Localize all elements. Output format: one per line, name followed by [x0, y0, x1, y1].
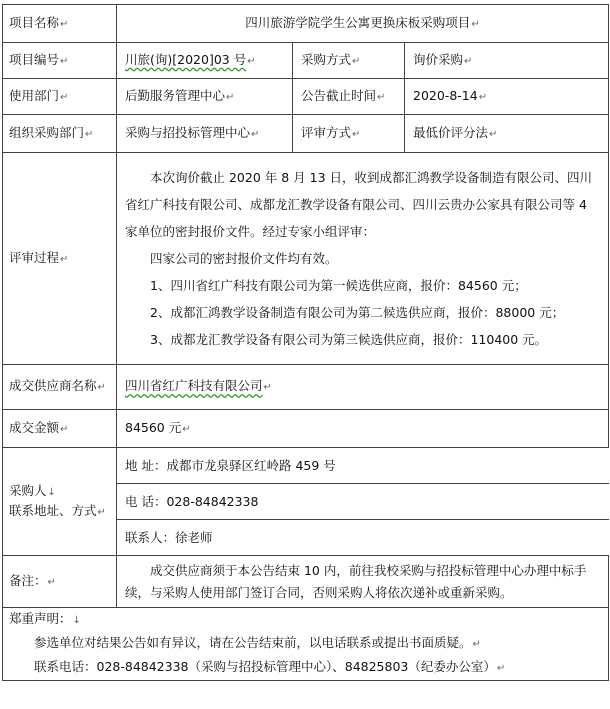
row-remark — [3, 556, 609, 608]
notice-title: 郑重声明：↓ — [9, 611, 81, 626]
deadline-label: 公告截止时间↵ — [293, 79, 405, 115]
method-value: 询价采购↵ — [405, 43, 609, 79]
row-amount — [3, 410, 609, 448]
remark-text: 成交供应商须于本公告结束 10 内，前往我校采购与招投标管理中心办理中标手续，与采购人使用部门签订合同，否则采购人将依次递补或重新采购。 — [117, 556, 609, 608]
review-method-value: 最低价评分法↵ — [405, 115, 609, 153]
notice-line1: 参选单位对结果公告如有异议，请在公告结束前，以电话联系或提出书面质疑。↵ — [34, 635, 481, 650]
supplier-value: 四川省红广科技有限公司↵ — [117, 365, 609, 410]
deadline-value: 2020-8-14↵ — [405, 79, 609, 115]
review-item-2: 2、成都汇鸿教学设备制造有限公司为第二候选供应商，报价：88000 元； — [150, 305, 565, 320]
review-process-label: 评审过程↵ — [3, 153, 117, 365]
review-intro: 本次询价截止 2020 年 8 月 13 日，收到成都汇鸿教学设备制造有限公司、四川省红广科技有限公司、成都龙汇教学设备有限公司、四川云贵办公家具有限公司等 4 家单位的密封报价文件。经过专家小组评审： — [125, 170, 593, 239]
method-label: 采购方式↵ — [293, 43, 405, 79]
notice-line2: 联系电话：028-84842338（采购与招投标管理中心）、84825803（纪委办公室）↵ — [34, 659, 506, 674]
review-item-1: 1、四川省红广科技有限公司为第一候选供应商，报价：84560 元； — [150, 278, 527, 293]
amount-label: 成交金额↵ — [3, 410, 117, 448]
review-valid: 四家公司的密封报价文件均有效。 — [150, 251, 338, 266]
contact-address: 地 址：成都市龙泉驿区红岭路 459 号 — [117, 448, 609, 484]
contact-label-line1: 采购人↓ — [9, 482, 56, 498]
row-project-no — [3, 43, 609, 79]
row-project-name — [3, 5, 609, 43]
contact-details — [117, 448, 609, 556]
organizer-label: 组织采购部门↵ — [3, 115, 117, 153]
supplier-label: 成交供应商名称↵ — [3, 365, 117, 410]
row-department — [3, 79, 609, 115]
project-name-label: 项目名称↵ — [3, 5, 117, 43]
contact-phone: 电 话：028-84842338 — [117, 484, 609, 520]
row-contact — [3, 448, 609, 556]
row-review-process — [3, 153, 609, 365]
contact-label — [3, 448, 117, 556]
row-notice — [3, 608, 609, 681]
remark-label: 备注：↵ — [3, 556, 117, 608]
review-method-label: 评审方式↵ — [293, 115, 405, 153]
row-organizer — [3, 115, 609, 153]
project-name-value: 四川旅游学院学生公寓更换床板采购项目↵ — [117, 5, 609, 43]
contact-label-line2: 联系地址、方式↵ — [9, 502, 106, 518]
project-no-label: 项目编号↵ — [3, 43, 117, 79]
review-item-3: 3、成都龙汇教学设备有限公司为第三候选供应商，报价：110400 元。 — [150, 332, 548, 347]
project-no-value: 川旅(询)[2020]03 号↵ — [117, 43, 293, 79]
notice — [3, 608, 609, 681]
department-value: 后勤服务管理中心↵ — [117, 79, 293, 115]
amount-value: 84560 元↵ — [117, 410, 609, 448]
contact-person: 联系人：徐老师 — [125, 530, 213, 545]
review-process-content — [117, 153, 609, 365]
row-supplier — [3, 365, 609, 410]
procurement-result-table — [2, 4, 609, 681]
department-label: 使用部门↵ — [3, 79, 117, 115]
organizer-value: 采购与招投标管理中心↵ — [117, 115, 293, 153]
